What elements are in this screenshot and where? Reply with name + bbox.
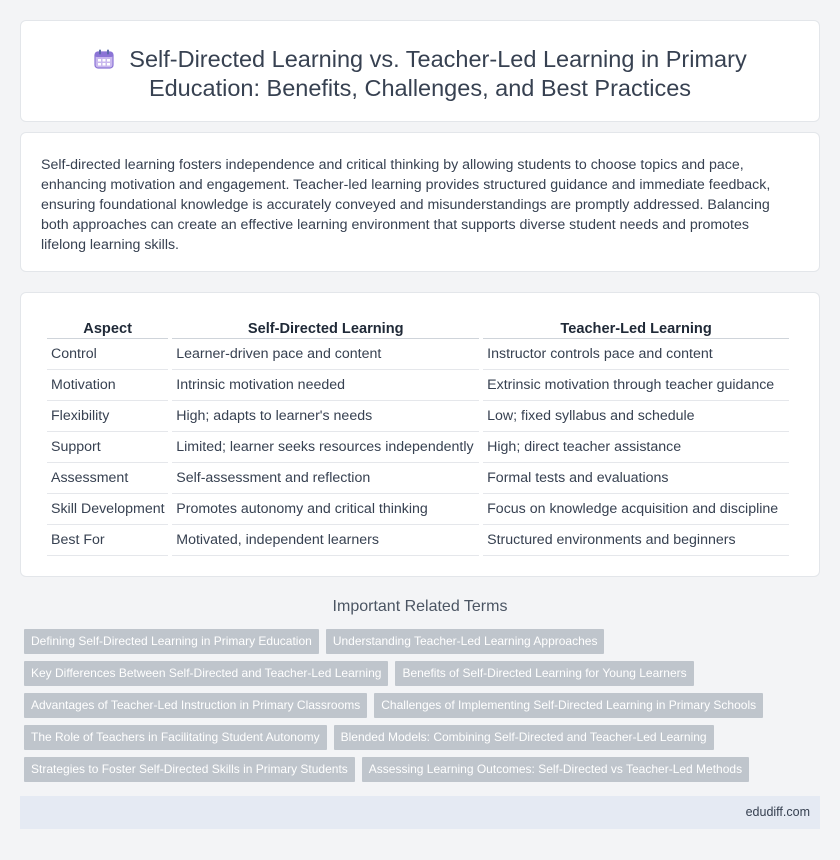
cell-self-directed: Promotes autonomy and critical thinking: [172, 494, 479, 525]
cell-teacher-led: Low; fixed syllabus and schedule: [483, 401, 789, 432]
cell-teacher-led: Focus on knowledge acquisition and discipline: [483, 494, 789, 525]
table-row: [47, 463, 789, 494]
intro-paragraph: Self-directed learning fosters independence and critical thinking by allowing students to choose topics and pace, enhancing motivation and engagement. Teacher-led learning provides structured guidance and immediate feedback, ensuring foundational knowledge is accurately conveyed and misunderstandings are promptly addressed. Balancing both approaches can create an effective learning environment that supports diverse student needs and promotes lifelong learning skills.: [41, 157, 771, 253]
comparison-card: [20, 292, 820, 577]
tag-row: [24, 725, 804, 750]
cell-aspect: Skill Development: [47, 494, 168, 525]
cell-teacher-led: Structured environments and beginners: [483, 525, 789, 556]
table-row: [47, 525, 789, 556]
related-terms-title: Important Related Terms: [332, 598, 508, 615]
footer: [20, 796, 820, 829]
cell-self-directed: Learner-driven pace and content: [172, 339, 479, 370]
cell-self-directed: Intrinsic motivation needed: [172, 370, 479, 401]
table-row: [47, 432, 789, 463]
tag-row: [24, 693, 804, 718]
tag-row: [24, 661, 804, 686]
table-row: [47, 339, 789, 370]
related-term-link[interactable]: Assessing Learning Outcomes: Self-Directed vs Teacher-Led Methods: [362, 757, 749, 782]
related-term-link[interactable]: Defining Self-Directed Learning in Primary Education: [24, 629, 319, 654]
cell-aspect: Assessment: [47, 463, 168, 494]
header-self-directed: Self-Directed Learning: [172, 317, 479, 339]
related-term-link[interactable]: Benefits of Self-Directed Learning for Young Learners: [395, 661, 693, 686]
cell-teacher-led: High; direct teacher assistance: [483, 432, 789, 463]
table-row: [47, 401, 789, 432]
related-term-link[interactable]: Understanding Teacher-Led Learning Approaches: [326, 629, 605, 654]
related-term-link[interactable]: Key Differences Between Self-Directed and Teacher-Led Learning: [24, 661, 388, 686]
cell-teacher-led: Instructor controls pace and content: [483, 339, 789, 370]
related-term-link[interactable]: Blended Models: Combining Self-Directed and Teacher-Led Learning: [334, 725, 714, 750]
cell-aspect: Best For: [47, 525, 168, 556]
page-title: Self-Directed Learning vs. Teacher-Led Learning in Primary Education: Benefits, Challenges, and Best Practices: [129, 46, 747, 101]
intro-card: [20, 132, 820, 272]
cell-self-directed: Motivated, independent learners: [172, 525, 479, 556]
table-row: [47, 494, 789, 525]
cell-self-directed: Limited; learner seeks resources independently: [172, 432, 479, 463]
cell-aspect: Control: [47, 339, 168, 370]
cell-teacher-led: Formal tests and evaluations: [483, 463, 789, 494]
related-term-link[interactable]: The Role of Teachers in Facilitating Student Autonomy: [24, 725, 327, 750]
header-aspect: Aspect: [47, 317, 168, 339]
related-term-link[interactable]: Advantages of Teacher-Led Instruction in Primary Classrooms: [24, 693, 367, 718]
page-title-wrap: [21, 45, 819, 103]
title-card: [20, 20, 820, 122]
cell-aspect: Flexibility: [47, 401, 168, 432]
calendar-icon: [93, 48, 115, 70]
table-row: [47, 370, 789, 401]
cell-teacher-led: Extrinsic motivation through teacher guidance: [483, 370, 789, 401]
comparison-table: [43, 317, 793, 556]
cell-aspect: Support: [47, 432, 168, 463]
footer-site-link[interactable]: edudiff.com: [745, 805, 810, 819]
related-term-link[interactable]: Challenges of Implementing Self-Directed Learning in Primary Schools: [374, 693, 763, 718]
cell-self-directed: Self-assessment and reflection: [172, 463, 479, 494]
tag-row: [24, 629, 804, 654]
table-header-row: [47, 317, 789, 339]
related-terms-list: [24, 629, 804, 789]
related-term-link[interactable]: Strategies to Foster Self-Directed Skills in Primary Students: [24, 757, 355, 782]
cell-self-directed: High; adapts to learner's needs: [172, 401, 479, 432]
tag-row: [24, 757, 804, 782]
header-teacher-led: Teacher-Led Learning: [483, 317, 789, 339]
cell-aspect: Motivation: [47, 370, 168, 401]
